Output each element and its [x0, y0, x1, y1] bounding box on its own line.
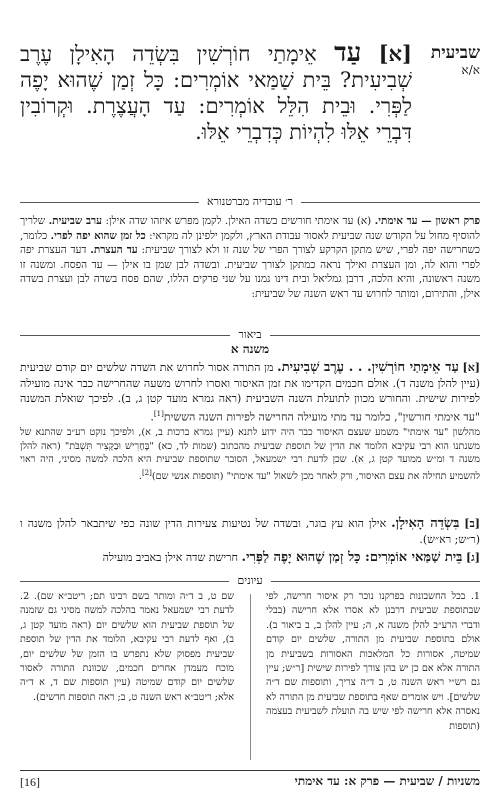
bartenura-text-4: דעד העצרת יפה לפרי והוא לה, ומן העצרת ואילך נראה כמתקן לצורך שביעית. ובשדה לבן שמן בו אילן — עד הפסח. ומשנה זו משנה ראשונה, והיא הלכה, דרבן גמליאל ובית דינו נמנו על שני פרקים הללו, שהם פסח בשדה לבן ועצרת בשדה אילן, והתירום, ומותר לחרוש עד ראש השנה של שביעית: — [20, 244, 480, 300]
bartenura-commentary — [20, 214, 480, 302]
footnotes-right-column: 1. בכל החשבונות בפרקנו נוכר רק איסור חרישה, לפי שבתוספת שביעית דרבנן לא אסרו אלא חרישה (בבלי ודברי הרע״ב להלן משנה א, ה; עיין להלן ב, ב ביאור ב). אולם בתוספת שביעית מן התורה, שלשים יום קודם שמיטה, אסורות כל המלאכות האסורות בשביעית מן התורה אלא אם כן יש בהן צורך לפירות שישית [ר״ש; עיין גם רש״י ראש השנה ט, ב ד״ה צריך, ותוספות שם ד״ה שלשים]. ויש אומרים שאף בתוספת שביעית מן התורה לא נאסרה אלא חרישה לפי שיש בה תועלת לשביעית בעצמה (תוספות — [266, 591, 480, 732]
bartenura-text-3: כלומר, כשחרישה יפה לפרי, שיש מתקן הקרקע לצורך הפרי של שנה זו ולא לצורך שביעית: — [20, 229, 480, 257]
bartenura-title: ר׳ עובדיה מברטנורא — [20, 195, 480, 208]
mishnah-opening-word: עַד — [334, 38, 362, 68]
mishnah-marker: [א] — [378, 41, 412, 66]
paragraph-marker: [ג] — [465, 551, 480, 564]
paragraph-lead: בֵּית שַׁמַּאי אוֹמְרִים: כָּל זְמַן שֶׁהוּא יָפֶה לַפְּרִי. — [241, 550, 463, 565]
bartenura-text-1: (א) עד אימתי חורשים בשדה האילן. לקמן מפרש איזהו שדה אילן: — [105, 215, 372, 227]
biur-paragraph-1: [א] עַד אֵימָתַי חוֹרְשִׁין. . . עֶרֶב שְׁבִיעִית. מן התורה אסור לחרוש את השדה שלשים יום קודם שביעית (עיין להלן משנה ד). אולם חכמים הקדימו את זמן האיסור ואסרו לחרוש משעה שהחרישה כבר אינה מועילה לפירות שישית. והחורש מכוון לתועלת השנה השביעית (ראה גמרא מועד קטן ג, ב). לפיכך שואלת המשנה "עד אימתי חורשין", כלומר עד מתי מועילה החרישה לפירות השנה הששית[1]. — [20, 360, 481, 424]
paragraph-text: חרישת שדה אילן באביב מועילה — [102, 551, 239, 564]
paragraph-lead: עַד אֵימָתַי חוֹרְשִׁין. . . עֶרֶב שְׁבִיעִית. — [277, 360, 459, 375]
paragraph-marker: [א] — [462, 361, 481, 374]
bartenura-text-2: שלריך להוסיף מחול על הקודש שנה שביעית לאסור עבודת הארץ, ולקמן ילפינן לה מקראי: — [20, 215, 480, 242]
tractate-name: שביעית — [430, 43, 480, 63]
mishnah-text — [20, 40, 412, 145]
mishnah-body: אֵימָתַי חוֹרְשִׁין בִּשְׂדֵה הָאִילָן עֶרֶב שְׁבִיעִית? בֵּית שַׁמַּאי אוֹמְרִים: כָּל זְמַן שֶׁהוּא יָפֶה לַפְּרִי. וּבֵית הִלֵּל אוֹמְרִים: עַד הָעֲצֶרֶת. וּקְרוֹבִין דִּבְרֵי אֵלּוּ לִהְיוֹת כְּדִבְרֵי אֵלּוּ. — [20, 42, 412, 144]
biur-title: ביאור — [20, 328, 480, 341]
biur-paragraph-3 — [20, 550, 480, 566]
biur-paragraph-2 — [20, 516, 480, 547]
paragraph-marker: [ב] — [464, 517, 481, 530]
paragraph-text: אילן הוא עץ בוגר, ובשדה של נטיעות צעירות הדין שונה כפי שיתבאר להלן משנה ו (ר״ש; רא״ש). — [20, 517, 480, 546]
chapter-mishnah-ref: א/א — [461, 63, 480, 77]
bartenura-lead-2: ערב שביעית. — [48, 215, 103, 227]
bartenura-lead-3: כל זמן שהוא יפה לפרי. — [50, 229, 146, 242]
notes-title: עיונים — [20, 574, 480, 587]
footnotes-left-column: שם ט, ב ד״ה ומותר בשם רבינו תם; ריטב״א שם). 2. לדעת רבי ישמעאל נאמר בהלכה למשה מסיני גם שזמנה של תוספת שביעית הוא שלשים יום (ראה מועד קטן ג, ב), ואף לדעת רבי עקיבא, הלומד את הדין של תוספת שביעית מפסוק שלא נתפרש בו הזמן של שלשים יום, מוכח מעמדן אחרים חכמים, שכוונת התורה לאסור שלשים יום קודם שמיטה (עיין תוספות שם ד, א ד״ה אלא; ריטב״א ראש השנה ט, ב; ראה תוספות חדשים). — [20, 591, 234, 703]
paragraph-text: מן התורה אסור לחרוש את השדה שלשים יום קודם שביעית (עיין להלן משנה ד). אולם חכמים הקדימו את זמן האיסור ואסרו לחרוש משעה שהחרישה כבר אינה מועילה לפירות שישית. והחורש מכוון לתועלת השנה השביעית (ראה גמרא מועד קטן ג, ב). לפיכך שואלת המשנה "עד אימתי חורשין", כלומר עד מתי מועילה החרישה לפירות השנה הששית — [20, 361, 480, 424]
mishnah-heading: משנה א — [230, 342, 270, 356]
page-number: [16] — [20, 775, 40, 789]
column-divider — [250, 594, 251, 760]
tractate-label — [414, 44, 480, 78]
footnotes — [20, 590, 480, 770]
bartenura-lead-1: פרק ראשון — עד אימתי. — [374, 215, 480, 227]
paragraph-lead: בִּשְׂדֵה הָאִילָן. — [391, 516, 460, 531]
footnote-ref: [2] — [141, 468, 152, 477]
subnote-text: מהלשון "עד אימתי" משמע שעצם האיסור כבר היה ידוע לתנא (עיין גמרא ברכות ב, א), ולפיכך נוקט רע״ב שהתנא של משנתנו הוא רבי עקיבא הלומד את הדין של תוספת שביעית מהכתוב (שמות לד, כא) "בֶּחָרִישׁ וּבַקָּצִיר תִּשְׁבֹּת" (ראה להלן משנה ד ומ״ש ממועד קטן ג, א). שכן לדעת רבי ישמעאל, הסובר שתוספת שביעית היא הלכה למשה מסיני, היה ראוי להשמיע תחילה את עצם האיסור, ורק לאחר מכן לשאול "עד אימתי" (תוספות אנשי שם) — [20, 427, 480, 482]
bartenura-lead-4: עד העצרת. — [90, 244, 138, 257]
biur-subnote: מהלשון "עד אימתי" משמע שעצם האיסור כבר היה ידוע לתנא (עיין גמרא ברכות ב, א), ולפיכך נוקט רע״ב שהתנא של משנתנו הוא רבי עקיבא הלומד את הדין של תוספת שביעית מהכתוב (שמות לד, כא) "בֶּחָרִישׁ וּבַקָּצִיר תִּשְׁבֹּת" (ראה להלן משנה ד ומ״ש ממועד קטן ג, א). שכן לדעת רבי ישמעאל, הסובר שתוספת שביעית היא הלכה למשה מסיני, היה ראוי להשמיע תחילה את עצם האיסור, ורק לאחר מכן לשאול "עד אימתי" (תוספות אנשי שם)[2]. — [20, 427, 480, 482]
footnote-ref: [1] — [153, 409, 164, 418]
page-footer — [20, 770, 480, 791]
running-head: משניות / שביעית — פרק א: עד אימתי — [294, 774, 480, 788]
